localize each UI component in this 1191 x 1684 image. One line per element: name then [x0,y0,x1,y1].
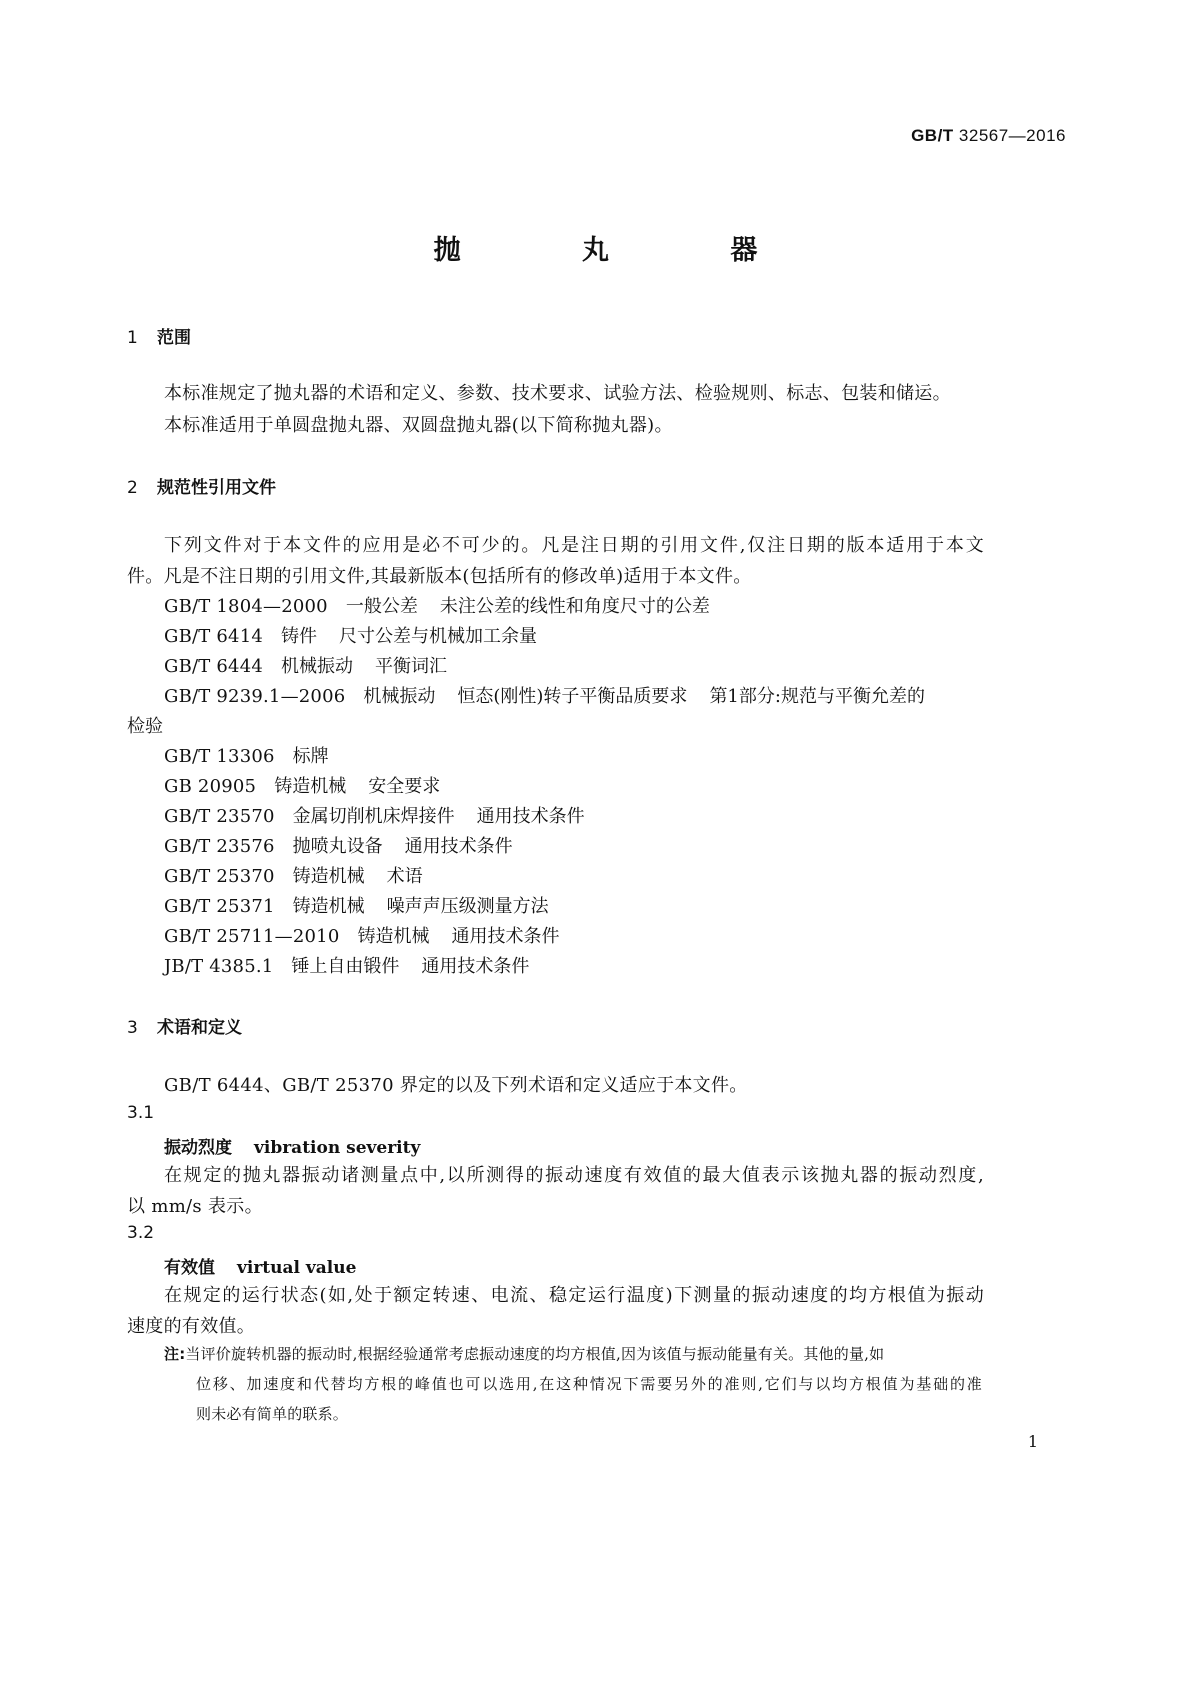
reference-code: GB/T 6414 [164,626,264,647]
standard-prefix: GB/T [911,126,954,145]
term-definition-line-1: 在规定的运行状态(如,处于额定转速、电流、稳定运行温度)下测量的振动速度的均方根值为振动 [164,1285,984,1306]
reference-title-part: 铸造机械 [357,926,430,947]
reference-title-part: 平衡词汇 [375,656,448,677]
term-number: 3.1 [127,1103,155,1123]
section-1-heading [127,323,191,348]
reference-code: GB/T 23570 [164,806,275,827]
reference-title-part: 机械振动 [363,686,436,707]
term-chinese: 振动烈度 [164,1138,232,1158]
reference-code: GB/T 25371 [164,896,275,917]
reference-item [164,802,607,828]
reference-title-part: 安全要求 [368,776,441,797]
reference-code: GB/T 25370 [164,866,275,887]
reference-code: JB/T 4385.1 [164,956,274,977]
reference-item [164,652,469,678]
reference-title-part: 抛喷丸设备 [292,836,383,857]
reference-item [164,772,462,798]
term-number: 3.2 [127,1223,155,1243]
reference-title-part: 铸件 [281,626,318,647]
reference-code: GB/T 6444 [164,656,264,677]
reference-title-part: 通用技术条件 [451,926,560,947]
reference-title-part: 第1部分:规范与平衡允差的 [709,686,925,707]
standard-number: 32567—2016 [958,126,1066,145]
term-definition-line-1: 在规定的抛丸器振动诸测量点中,以所测得的振动速度有效值的最大值表示该抛丸器的振动烈度, [164,1165,984,1186]
reference-title-part: 标牌 [292,746,329,767]
reference-code: GB/T 9239.1—2006 [164,686,346,707]
reference-item [164,592,732,618]
note-line-3: 则未必有简单的联系。 [196,1405,349,1423]
reference-title-part: 术语 [386,866,423,887]
reference-item [164,682,947,708]
reference-code: GB/T 23576 [164,836,275,857]
document-title: 抛 丸 器 [433,235,814,266]
standard-code [911,126,1066,146]
reference-title-part: 未注公差的线性和角度尺寸的公差 [439,596,710,617]
reference-item [164,622,559,648]
terms-intro: GB/T 6444、GB/T 25370 界定的以及下列术语和定义适应于本文件。 [164,1075,748,1096]
reference-item [164,742,351,768]
reference-title-part: 通用技术条件 [421,956,530,977]
reference-title-part: 噪声声压级测量方法 [386,896,549,917]
section-title: 术语和定义 [157,1018,242,1038]
term-english: vibration severity [254,1138,421,1158]
section-3-heading [127,1013,242,1038]
note-line-2: 位移、加速度和代替均方根的峰值也可以选用,在这种情况下需要另外的准则,它们与以均方根值为基础的准 [196,1375,982,1393]
reference-title-part: 锤上自由锻件 [291,956,400,977]
references-intro-line-1: 下列文件对于本文件的应用是必不可少的。凡是注日期的引用文件,仅注日期的版本适用于本文 [164,535,984,556]
reference-item [164,952,551,978]
scope-paragraph-2: 本标准适用于单圆盘抛丸器、双圆盘抛丸器(以下简称抛丸器)。 [164,415,673,436]
reference-title-part: 铸造机械 [292,866,365,887]
references-intro-line-2: 件。凡是不注日期的引用文件,其最新版本(包括所有的修改单)适用于本文件。 [127,566,752,587]
reference-item [164,892,571,918]
note-text: 当评价旋转机器的振动时,根据经验通常考虑振动速度的均方根值,因为该值与振动能量有关。其他的量,如 [185,1345,885,1363]
reference-title-part: 铸造机械 [292,896,365,917]
reference-title-part: 金属切削机床焊接件 [292,806,455,827]
section-title: 规范性引用文件 [157,478,276,498]
reference-title-part: 机械振动 [281,656,354,677]
reference-title-part: 一般公差 [345,596,418,617]
reference-code: GB/T 13306 [164,746,275,767]
page-number: 1 [1027,1432,1038,1451]
term-english: virtual value [237,1258,357,1278]
reference-title-part: 通用技术条件 [476,806,585,827]
reference-title-part: 尺寸公差与机械加工余量 [339,626,538,647]
scope-paragraph-1: 本标准规定了抛丸器的术语和定义、参数、技术要求、试验方法、检验规则、标志、包装和储运。 [164,383,951,404]
reference-code: GB 20905 [164,776,257,797]
reference-code: GB/T 1804—2000 [164,596,328,617]
reference-item [164,862,445,888]
section-number: 3 [127,1018,138,1038]
term-name [164,1253,356,1278]
reference-continuation: 检验 [127,716,163,737]
section-number: 1 [127,328,138,348]
note-label: 注: [164,1345,186,1363]
term-chinese: 有效值 [164,1258,215,1278]
term-name [164,1133,420,1158]
reference-title-part: 铸造机械 [274,776,347,797]
reference-title-part: 通用技术条件 [404,836,513,857]
term-definition-line-2: 速度的有效值。 [127,1316,256,1337]
term-definition-line-2: 以 mm/s 表示。 [127,1196,263,1217]
note-line-1 [164,1343,982,1364]
reference-title-part: 恒态(刚性)转子平衡品质要求 [457,686,688,707]
reference-code: GB/T 25711—2010 [164,926,340,947]
section-2-heading [127,473,276,498]
section-title: 范围 [157,328,191,348]
reference-item [164,832,535,858]
reference-item [164,922,581,948]
section-number: 2 [127,478,138,498]
